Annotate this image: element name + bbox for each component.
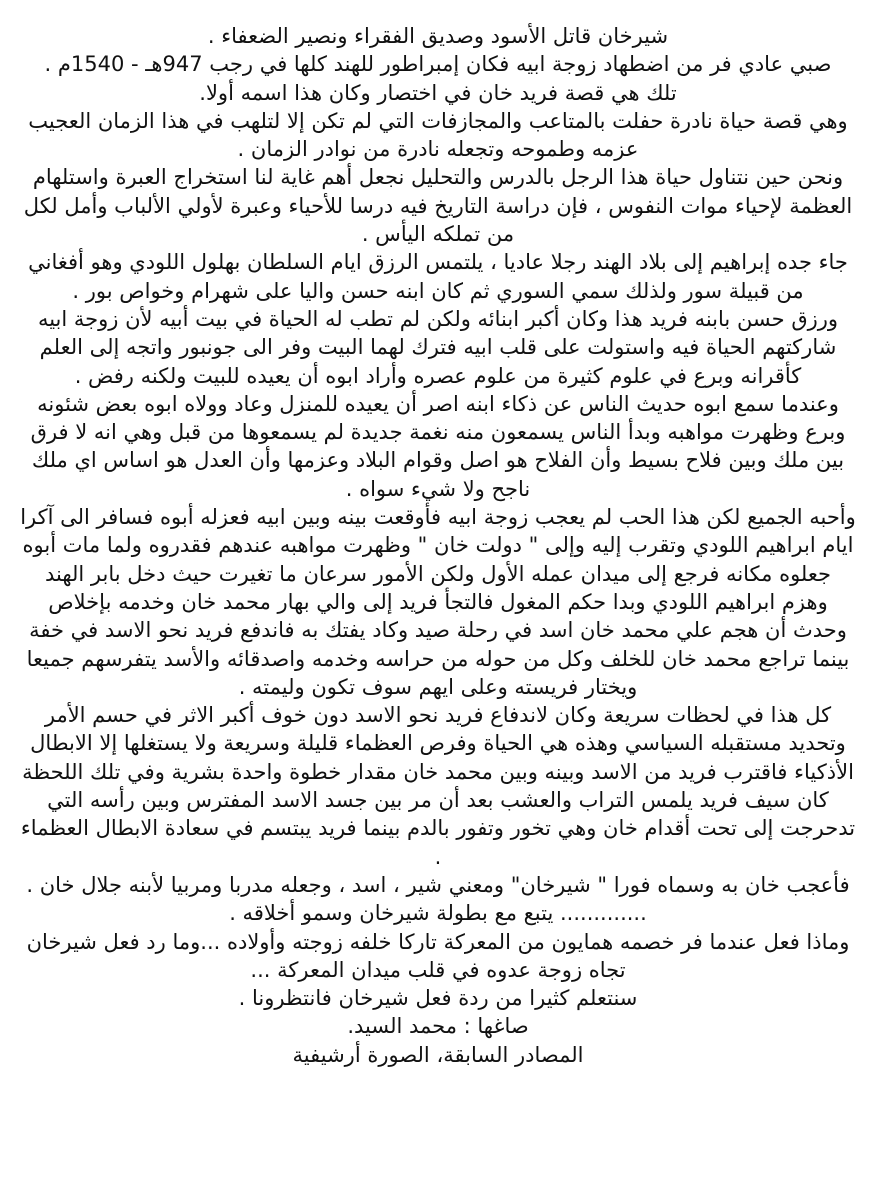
paragraph-lion-moment: كل هذا في لحظات سريعة وكان لاندفاع فريد نحو الاسد دون خوف أكبر الاثر في حسم الأمر وتحديد مستقبله السياسي وهذه هي الحياة وفرص العظماء قليلة وسريعة ولا يستغلها إلا الابطال الأذكياء فاقترب فريد من الاسد وبينه وبين محمد خان مقدار خطوة واحدة بشرية وفي تلك اللحظة كان سيف فريد يلمس التراب والعشب بعد أن مر بين جسد الاسد المفترس وبين رأسه التي تدحرجت إلى تحت أقدام خان وهي تخور وتفور بالدم بينما فريد يبتسم في سعادة الابطال العظماء . [20,703,856,869]
paragraph-to-be-continued: ............. يتبع مع بطولة شيرخان وسمو أخلاقه . [229,901,647,926]
paragraph-childhood: ورزق حسن بابنه فريد هذا وكان أكبر ابنائه ولكن لم تطب له الحياة في بيت أبيه لأن زوجة ابيه شاركتهم الحياة فيه واستولت على قلب ابيه فترك لهما البيت وفر الى جونبور واتجه إلى العلم كأقرانه وبرع في علوم كثيرة من علوم عصره وأراد ابوه أن يعيده للبيت ولكنه رفض . [37,306,839,388]
paragraph-agra: وأحبه الجميع لكن هذا الحب لم يعجب زوجة ابيه فأوقعت بينه وبين ابيه فعزله أبوه فسافر الى آكرا ايام ابراهيم اللودي وتقرب إليه وإلى " دولت خان " وظهرت مواهبه عندهم فقدروه ولما مات أبوه جعلوه مكانه فرجع إلى ميدان عمله الأول ولكن الأمور سرعان ما تغيرت حيث دخل بابر الهند وهزم ابراهيم اللودي وبدا حكم المغول فالتجأ فريد إلى والي بهار محمد خان وخدمه بإخلاص [20,505,856,614]
paragraph-title: شيرخان قاتل الأسود وصديق الفقراء ونصير الضعفاء . [207,24,669,48]
paragraph-teaser: وماذا فعل عندما فر خصمه همايون من المعركة تاركا خلفه زوجته وأولاده ...وما رد فعل شيرخان تجاه زوجة عدوه في قلب ميدان المعركة ... [26,929,850,982]
paragraph-story-nature: وهي قصة حياة نادرة حفلت بالمتاعب والمجازفات التي لم تكن إلا لتلهب في هذا الزمان العجيب عزمه وطموحه وتجعله نادرة من نوادر الزمان . [28,108,848,162]
paragraph-lion-attack: وحدث أن هجم علي محمد خان اسد في رحلة صيد وكاد يفتك به فاندفع فريد نحو الاسد في خفة بينما تراجع محمد خان للخلف وكل من حوله من حراسه وخدمه واصدقائه والأسد يتفرسهم جميعا ويختار فريسته وعلى ايهم سوف تكون وليمته . [26,618,850,699]
paragraph-intro: صبي عادي فر من اضطهاد زوجة ابيه فكان إمبراطور للهند كلها في رجب 947هـ - 1540م . [44,52,832,77]
paragraph-closing: سنتعلم كثيرا من ردة فعل شيرخان فانتظرونا . [238,986,638,1011]
paragraph-naming: فأعجب خان به وسماه فورا " شيرخان" ومعني شير ، اسد ، وجعله مدربا ومربيا لأبنه جلال خان . [26,872,850,897]
paragraph-summary: تلك هي قصة فريد خان في اختصار وكان هذا اسمه أولا. [199,80,677,105]
paragraph-grandfather: جاء جده إبراهيم إلى بلاد الهند رجلا عاديا ، يلتمس الرزق ايام السلطان بهلول اللودي وهو أفغاني من قبيلة سور ولذلك سمي السوري ثم كان ابنه حسن واليا على شهرام وخواص بور . [28,250,848,303]
author-credit: صاغها : محمد السيد. [347,1014,529,1039]
paragraph-purpose: ونحن حين نتناول حياة هذا الرجل بالدرس والتحليل نجعل أهم غاية لنا استخراج العبرة واستلهام العظمة لإحياء موات النفوس ، فإن دراسة التاريخ فيه درسا للأحياء وعبرة لأولي الألباب وأمل لكل من تملكه اليأس . [23,165,853,247]
paragraph-return-home: وعندما سمع ابوه حديث الناس عن ذكاء ابنه اصر أن يعيده للمنزل وعاد وولاه ابوه بعض شئونه وبرع وظهرت مواهبه وبدأ الناس يسمعون منه نغمة جديدة لم يسمعوها من قبل وهي انه لا فرق بين ملك وبين فلاح بسيط وأن الفلاح هو اصل وقوام البلاد وعزمها وأن العدل هو اساس اي ملك ناجح ولا شيء سواه . [30,391,846,501]
sources-note: المصادر السابقة، الصورة أرشيفية [292,1042,584,1067]
